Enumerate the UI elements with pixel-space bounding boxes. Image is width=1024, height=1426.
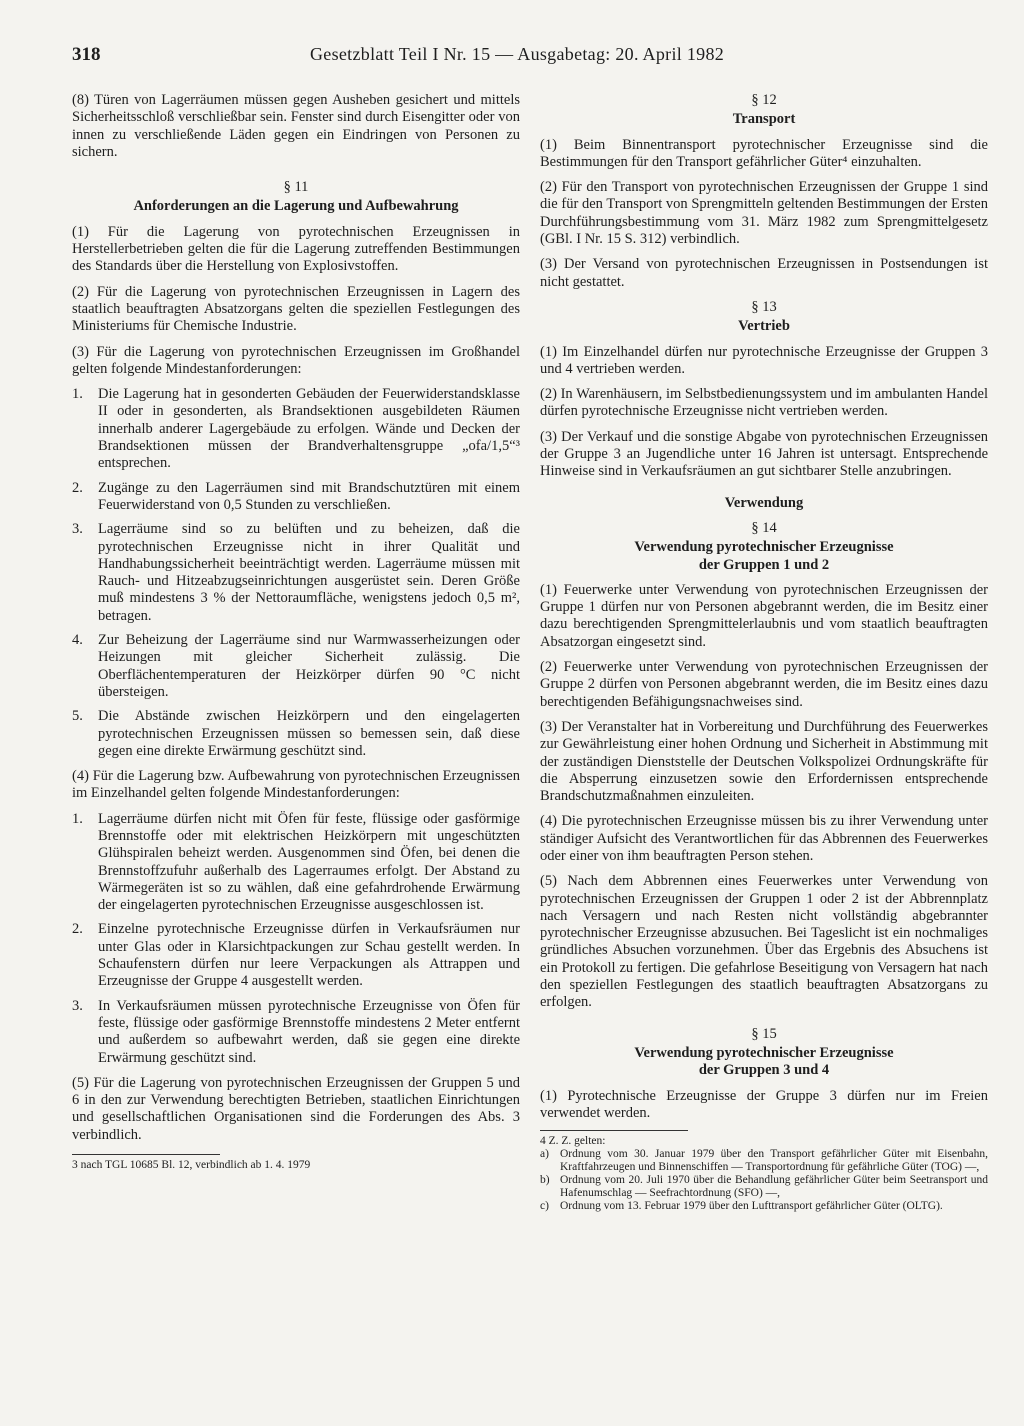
s14-paragraph-5: (5) Nach dem Abbrennen eines Feuerwerkes unter Verwendung von pyrotechnischen Erzeugnissen der Gruppen 1 oder 2 ist der Abbrennplatz nach Versagern und nach Resten nicht vollständig abgebrannter pyrotechnischer Erzeugnisse abzusuchen. Bei Tageslicht ist ein nochmaliges gründliches Absuchen vorzunehmen. Über das Ergebnis des Absuchens ist ein Protokoll zu fertigen. Die gefahrlose Beseitigung von Versagern hat nach den speziellen Festlegungen des staatlich beauftragten Absatzorgans zu erfolgen. bbox=[540, 873, 988, 1011]
page-number: 318 bbox=[72, 44, 101, 65]
section-13-title: Vertrieb bbox=[738, 318, 790, 335]
footnote-text: Ordnung vom 13. Februar 1979 über den Lufttransport gefährlicher Güter (OLTG). bbox=[560, 1200, 943, 1213]
footnote-item bbox=[540, 1148, 988, 1174]
section-14-title-line-1: Verwendung pyrotechnischer Erzeugnisse bbox=[634, 539, 894, 556]
section-14-title-line-2: der Gruppen 1 und 2 bbox=[698, 556, 830, 573]
footnote-marker: c) bbox=[540, 1200, 549, 1213]
s14-paragraph-3: (3) Der Veranstalter hat in Vorbereitung und Durchführung des Feuerwerkes zur Gewährleistung einer hohen Ordnung und Sicherheit in Abstimmung mit der zuständigen Dienststelle der Deutschen Volkspolizei Ordnungskräfte für die Absperrung einzusetzen sowie den Erfordernissen entsprechende Brandschutzmaßnahmen einzuleiten. bbox=[540, 718, 988, 805]
s13-paragraph-2: (2) In Warenhäusern, im Selbstbedienungssystem und im ambulanten Handel dürfen pyrotechnische Erzeugnisse nicht vertrieben werden. bbox=[540, 386, 988, 420]
s11-p4-list bbox=[72, 811, 520, 1067]
item-text: Lagerräume sind so zu belüften und zu beheizen, daß die pyrotechnischen Erzeugnisse nicht in ihrer Qualität und Handhabungssicherheit beeinträchtigt werden. Lagerräume müssen mit Rauch- und Hitzeabzugseinrichtungen ausgerüstet sein. Deren Größe muß mindestens 3 % der Nettoraumfläche, wenigstens jedoch 0,5 m², betragen. bbox=[98, 521, 520, 624]
item-number: 5. bbox=[72, 708, 83, 725]
item-text: Die Lagerung hat in gesonderten Gebäuden der Feuerwiderstandsklasse II oder in gesonderten, als Brandsektionen ausgebildeten Räumen innerhalb anderer Lagergebäude zu erfolgen. Wände und Decken der Brandsektionen müssen der Brandverhaltensgruppe „ofa/1,5“³ entsprechen. bbox=[98, 386, 520, 472]
footnote-divider bbox=[72, 1154, 220, 1155]
s15-paragraph-1: (1) Pyrotechnische Erzeugnisse der Gruppe 3 dürfen nur im Freien verwendet werden. bbox=[540, 1087, 988, 1121]
list-item bbox=[72, 480, 520, 515]
section-14-number: § 14 bbox=[751, 519, 777, 536]
page-header bbox=[72, 44, 988, 70]
list-item bbox=[72, 708, 520, 760]
footnote-divider bbox=[540, 1130, 688, 1131]
list-item bbox=[72, 921, 520, 990]
s14-paragraph-2: (2) Feuerwerke unter Verwendung von pyrotechnischen Erzeugnissen der Gruppe 2 dürfen von Personen abgebrannt werden, die im Besitz eines dazu berechtigenden Befähigungsnachweises sind. bbox=[540, 659, 988, 710]
s12-paragraph-3: (3) Der Versand von pyrotechnischen Erzeugnissen in Postsendungen ist nicht gestattet. bbox=[540, 256, 988, 290]
s14-paragraph-1: (1) Feuerwerke unter Verwendung von pyrotechnischen Erzeugnissen der Gruppe 1 dürfen nur von Personen abgebrannt werden, die im Besitz einer dazu berechtigenden Sprengmittelerlaubnis und vom staatlich beauftragten Absatzorgan eingesetzt sind. bbox=[540, 581, 988, 650]
item-number: 2. bbox=[72, 921, 83, 938]
part-heading-verwendung: Verwendung bbox=[724, 494, 804, 511]
gazette-title: Gesetzblatt Teil I Nr. 15 — Ausgabetag: 20. April 1982 bbox=[310, 44, 725, 64]
section-15-number: § 15 bbox=[751, 1025, 777, 1042]
footnote-3: 3 nach TGL 10685 Bl. 12, verbindlich ab 1. 4. 1979 bbox=[72, 1159, 311, 1172]
item-text: Zur Beheizung der Lagerräume sind nur Warmwasserheizungen oder Heizungen mit gleicher Sicherheit zulässig. Die Oberflächentemperaturen der Heizkörper dürfen 90 °C nicht übersteigen. bbox=[98, 632, 520, 700]
right-column bbox=[540, 92, 988, 1213]
s12-paragraph-2: (2) Für den Transport von pyrotechnischen Erzeugnissen der Gruppe 1 sind die für den Transport von Sprengmitteln geltenden Bestimmungen der Ersten Durchführungsbestimmung vom 31. März 1982 zum Sprengmittelgesetz (GBl. I Nr. 15 S. 312) verbindlich. bbox=[540, 179, 988, 248]
section-11-number: § 11 bbox=[283, 179, 309, 196]
item-number: 2. bbox=[72, 479, 83, 496]
list-item bbox=[72, 998, 520, 1067]
item-text: Lagerräume dürfen nicht mit Öfen für feste, flüssige oder gasförmige Brennstoffe oder mit elektrischen Heizkörpern mit ungeschützten Glühspiralen beheizt werden. Ausgenommen sind Öfen, bei denen die Brennstoffzufuhr außerhalb des Lagerraumes erfolgt. Der Abstand zu Wärmegeräten ist so zu wählen, daß eine gefahrdrohende Erwärmung der eingelagerten pyrotechnischen Erzeugnisse ausgeschlossen ist. bbox=[98, 810, 520, 914]
s11-paragraph-2: (2) Für die Lagerung von pyrotechnischen Erzeugnissen in Lagern des staatlich beauftragten Absatzorgans gelten die speziellen Festlegungen des Ministeriums für Chemische Industrie. bbox=[72, 283, 520, 335]
s11-paragraph-1: (1) Für die Lagerung von pyrotechnischen Erzeugnissen in Herstellerbetrieben gelten die für die Lagerung zutreffenden Bestimmungen des Standards über die Herstellung von Explosivstoffen. bbox=[72, 223, 520, 275]
s11-paragraph-3: (3) Für die Lagerung von pyrotechnischen Erzeugnissen im Großhandel gelten folgende Mindestanforderungen: bbox=[72, 343, 520, 377]
item-text: Zugänge zu den Lagerräumen sind mit Brandschutztüren mit einem Feuerwiderstand von 0,5 Stunden zu verschließen. bbox=[98, 479, 520, 513]
footnote-marker: b) bbox=[540, 1174, 550, 1187]
list-item bbox=[72, 811, 520, 915]
footnote-marker: a) bbox=[540, 1148, 549, 1161]
s14-paragraph-4: (4) Die pyrotechnischen Erzeugnisse müssen bis zu ihrer Verwendung unter ständiger Aufsicht des Verantwortlichen für das Abbrennen des Feuerwerkes oder einer von ihm beauftragten Person stehen. bbox=[540, 813, 988, 864]
item-number: 3. bbox=[72, 521, 83, 538]
section-12-number: § 12 bbox=[751, 92, 777, 108]
item-number: 1. bbox=[72, 810, 83, 827]
footnote-item bbox=[540, 1174, 988, 1200]
s11-paragraph-4: (4) Für die Lagerung bzw. Aufbewahrung von pyrotechnischen Erzeugnissen im Einzelhandel gelten folgende Mindestanforderungen: bbox=[72, 768, 520, 802]
s13-paragraph-3: (3) Der Verkauf und die sonstige Abgabe von pyrotechnischen Erzeugnissen der Gruppe 3 an Jugendliche unter 16 Jahren ist untersagt. Entsprechende Hinweise sind in Verkaufsräumen an gut sichtbarer Stelle anzubringen. bbox=[540, 428, 988, 480]
list-item bbox=[72, 386, 520, 472]
item-text: In Verkaufsräumen müssen pyrotechnische Erzeugnisse von Öfen für feste, flüssige oder gasförmige Brennstoffe mindestens 2 Meter entfernt und außerdem so aufbewahrt werden, daß sie gegen eine direkte Erwärmung geschützt sind. bbox=[98, 997, 520, 1066]
s12-paragraph-1: (1) Beim Binnentransport pyrotechnischer Erzeugnisse sind die Bestimmungen für den Transport gefährlicher Güter⁴ einzuhalten. bbox=[540, 136, 988, 170]
item-text: Die Abstände zwischen Heizkörpern und den eingelagerten pyrotechnischen Erzeugnissen müssen so bemessen sein, daß diese gegen eine direkte Erwärmung geschützt sind. bbox=[98, 708, 520, 759]
item-number: 3. bbox=[72, 997, 83, 1014]
s11-paragraph-5: (5) Für die Lagerung von pyrotechnischen Erzeugnissen der Gruppen 5 und 6 in den zur Verwendung berechtigten Betrieben, staatlichen Einrichtungen und gesellschaftlichen Organisationen sind die Forderungen des Abs. 3 verbindlich. bbox=[72, 1074, 520, 1143]
footnote-text: Ordnung vom 30. Januar 1979 über den Transport gefährlicher Güter mit Eisenbahn, Kraftfahrzeugen und Binnenschiffen — Transportordnung für gefährliche Güter (TOG) —, bbox=[560, 1148, 988, 1174]
s11-p3-list bbox=[72, 386, 520, 760]
list-item bbox=[72, 521, 520, 625]
footnote-item bbox=[540, 1200, 988, 1213]
section-15-title-line-1: Verwendung pyrotechnischer Erzeugnisse bbox=[634, 1044, 894, 1061]
item-text: Einzelne pyrotechnische Erzeugnisse dürfen in Verkaufsräumen nur unter Glas oder in Klarsichtpackungen zur Schau gestellt werden. In Schaufenstern dürfen nur leere Verpackungen als Attrappen und Erzeugnisse der Gruppe 4 ausgestellt werden. bbox=[98, 921, 520, 990]
footnote-text: Ordnung vom 20. Juli 1970 über die Behandlung gefährlicher Güter beim Seetransport und Hafenumschlag — Seefrachtordnung (SFO) —, bbox=[560, 1174, 988, 1200]
list-item bbox=[72, 632, 520, 701]
left-column bbox=[72, 92, 520, 1172]
section-11-title: Anforderungen an die Lagerung und Aufbewahrung bbox=[133, 198, 459, 215]
section-13-number: § 13 bbox=[751, 298, 777, 315]
footnote-4-list bbox=[540, 1148, 988, 1213]
section-12-title: Transport bbox=[732, 111, 796, 128]
section-15-title-line-2: der Gruppen 3 und 4 bbox=[698, 1062, 830, 1079]
item-number: 4. bbox=[72, 632, 83, 649]
s13-paragraph-1: (1) Im Einzelhandel dürfen nur pyrotechnische Erzeugnisse der Gruppen 3 und 4 vertrieben werden. bbox=[540, 343, 988, 377]
paragraph-8: (8) Türen von Lagerräumen müssen gegen Ausheben gesichert und mittels Sicherheitsschloß verschließbar sein. Fenster sind durch Eisengitter oder von innen zu verschließende Läden gegen ein Eindringen von Personen zu sichern. bbox=[72, 92, 520, 160]
item-number: 1. bbox=[72, 386, 83, 403]
footnote-4-intro: 4 Z. Z. gelten: bbox=[540, 1135, 606, 1148]
